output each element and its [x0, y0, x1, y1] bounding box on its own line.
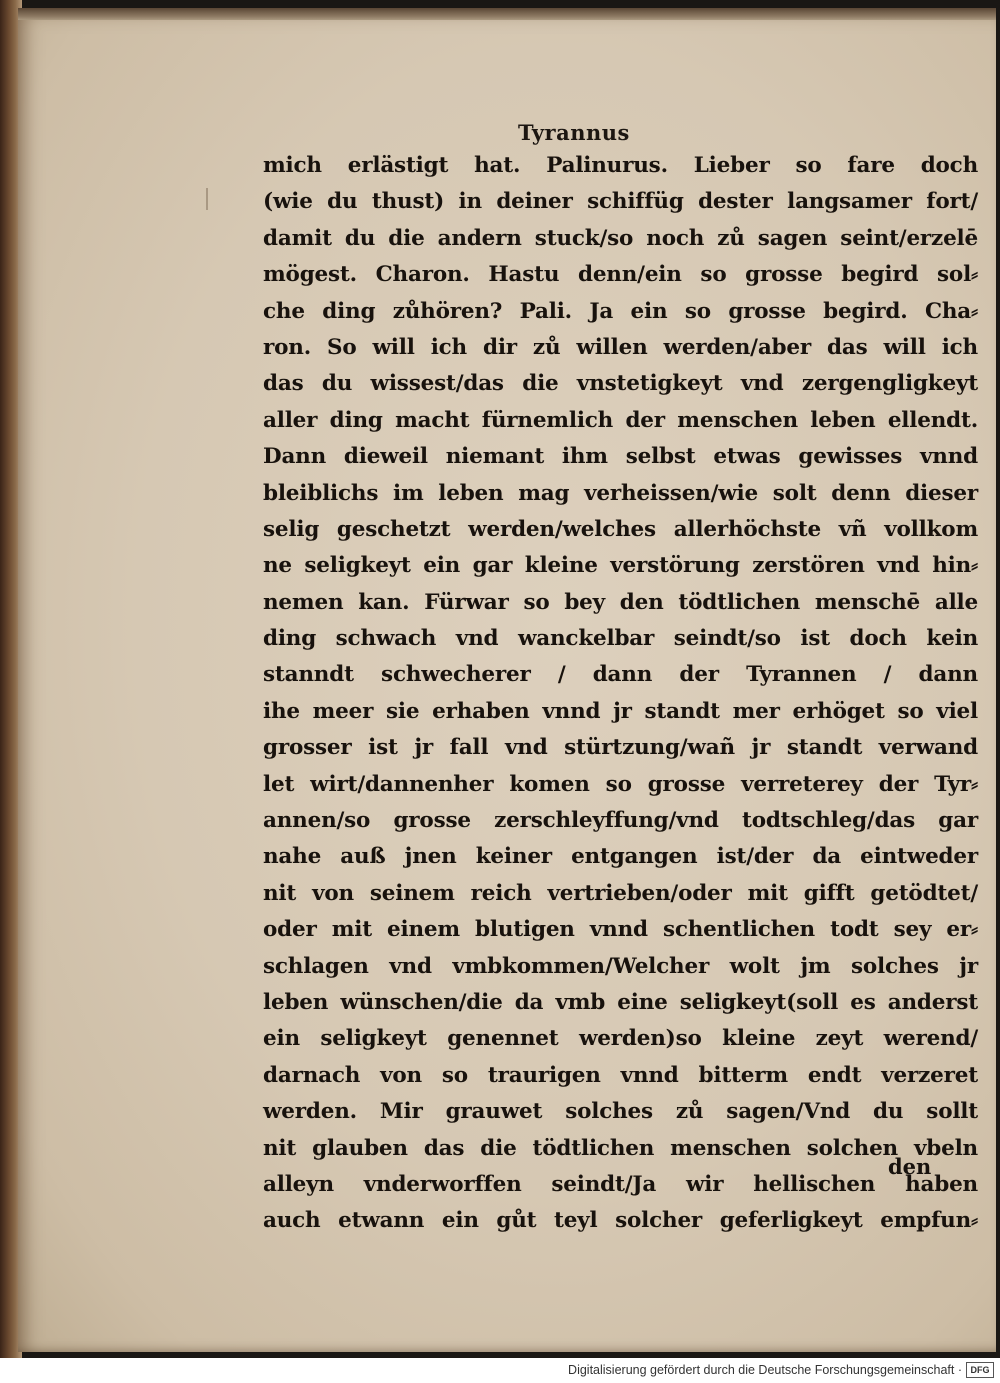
text-line: ein seligkeyt genennet werden)so kleine zeyt werend/ — [263, 1026, 978, 1052]
text-line: ding schwach vnd wanckelbar seindt/so ist doch kein — [263, 626, 978, 652]
text-line: aller ding macht fürnemlich der menschen leben ellendt. — [263, 407, 978, 433]
text-line: grosser ist jr fall vnd stürtzung/wañ jr standt verwand — [263, 735, 978, 761]
text-line: selig geschetzt werden/welches allerhöchste vñ vollkom — [263, 516, 978, 542]
text-line: nahe auß jnen keiner entgangen ist/der da eintweder — [263, 844, 978, 870]
book-page — [18, 20, 996, 1352]
text-line: alleyn vnderworffen seindt/Ja wir hellischen haben — [263, 1171, 978, 1197]
text-line: mögest. Charon. Hastu denn/ein so grosse begird sol⸗ — [263, 262, 978, 288]
text-line: che ding zůhören? Pali. Ja ein so grosse begird. Cha⸗ — [263, 298, 978, 324]
text-line: leben wünschen/die da vmb eine seligkeyt(soll es anderst — [263, 989, 978, 1015]
text-line: ron. So will ich dir zů willen werden/aber das will ich — [263, 334, 978, 360]
text-line: werden. Mir grauwet solches zů sagen/Vnd du sollt — [263, 1099, 978, 1125]
footer-credit: Digitalisierung gefördert durch die Deutsche Forschungsgemeinschaft · — [568, 1363, 962, 1377]
text-line: damit du die andern stuck/so noch zů sagen seint/erzelē — [263, 225, 978, 251]
text-line: ne seligkeyt ein gar kleine verstörung zerstören vnd hin⸗ — [263, 553, 978, 579]
text-line: annen/so grosse zerschleyffung/vnd todtschleg/das gar — [263, 808, 978, 834]
text-line: oder mit einem blutigen vnnd schentlichen todt sey er⸗ — [263, 917, 978, 943]
dfg-logo: DFG — [966, 1362, 994, 1378]
text-line: (wie du thust) in deiner schiffüg dester langsamer fort/ — [263, 189, 978, 215]
running-head: Tyrannus — [518, 120, 630, 145]
footer-bar — [0, 1358, 1000, 1383]
text-line: das du wissest/das die vnstetigkeyt vnd zergengligkeyt — [263, 371, 978, 397]
text-line: Dann dieweil niemant ihm selbst etwas gewisses vnnd — [263, 444, 978, 470]
text-line: mich erlästigt hat. Palinurus. Lieber so fare doch — [263, 153, 978, 178]
text-line: nit von seinem reich vertrieben/oder mit gifft getödtet/ — [263, 880, 978, 906]
body-text — [263, 148, 978, 1240]
catchword: den — [888, 1154, 932, 1179]
text-line: ihe meer sie erhaben vnnd jr standt mer erhöget so viel — [263, 698, 978, 724]
text-line: darnach von so traurigen vnnd bitterm endt verzeret — [263, 1062, 978, 1088]
text-line: nit glauben das die tödtlichen menschen solchen vbeln — [263, 1135, 978, 1161]
paper-mark — [206, 188, 208, 210]
text-line: schlagen vnd vmbkommen/Welcher wolt jm solches jr — [263, 953, 978, 979]
text-line: nemen kan. Fürwar so bey den tödtlichen menschē alle — [263, 589, 978, 615]
text-line: auch etwann ein gůt teyl solcher geferligkeyt empfun⸗ — [263, 1208, 978, 1234]
text-line: bleiblichs im leben mag verheissen/wie solt denn dieser — [263, 480, 978, 506]
text-line: stanndt schwecherer / dann der Tyrannen / dann — [263, 662, 978, 688]
text-line: let wirt/dannenher komen so grosse verreterey der Tyr⸗ — [263, 771, 978, 797]
